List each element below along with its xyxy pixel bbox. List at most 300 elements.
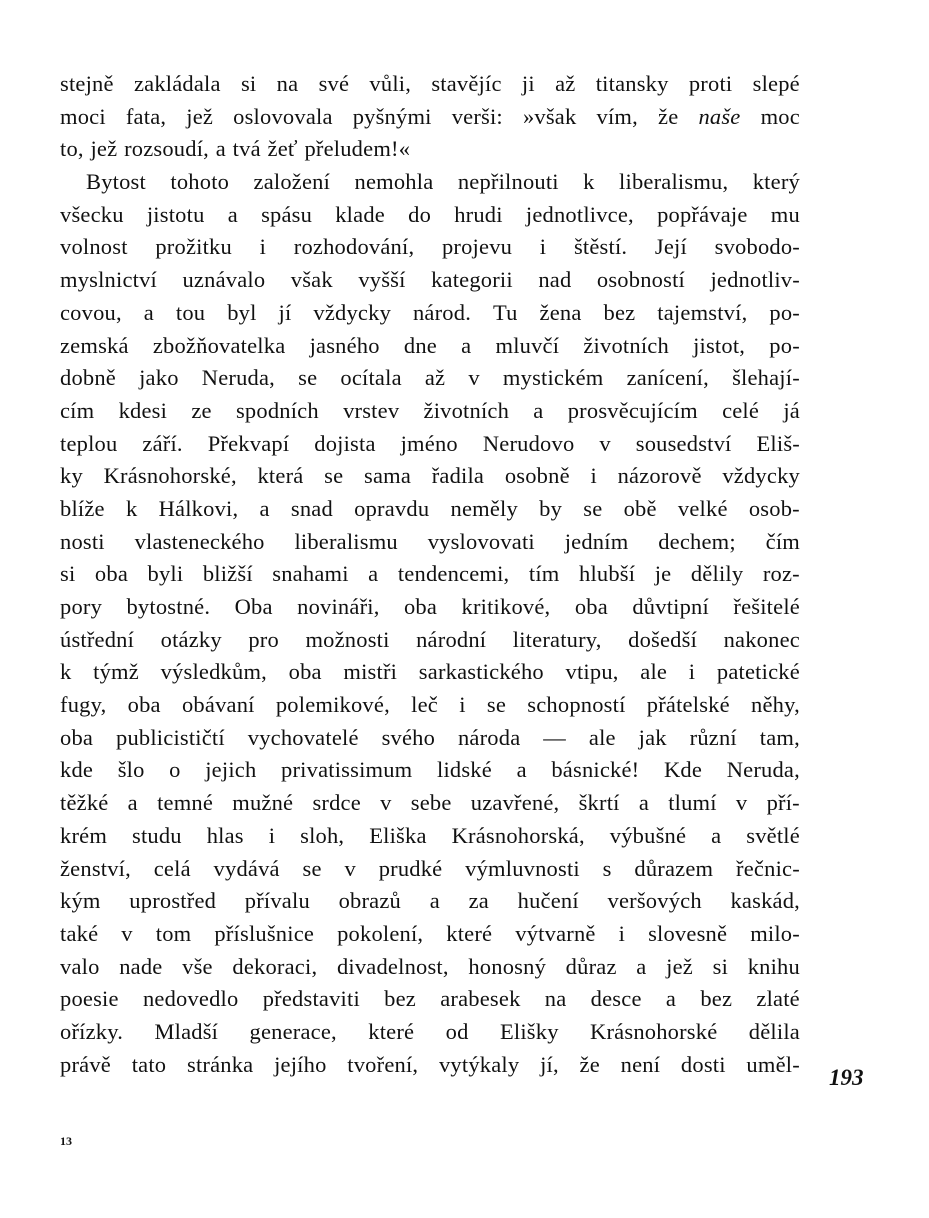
word: Krásnohorské bbox=[590, 1018, 718, 1044]
text-line bbox=[60, 983, 800, 1016]
word: oba bbox=[60, 724, 94, 750]
word: i bbox=[459, 692, 466, 718]
word: tohoto bbox=[170, 169, 230, 195]
text-line bbox=[60, 820, 800, 853]
word: řešitelé bbox=[733, 594, 800, 619]
word: o bbox=[169, 757, 181, 783]
signature-mark: 13 bbox=[60, 1134, 72, 1148]
word: vrstev bbox=[343, 397, 400, 423]
text-line bbox=[60, 166, 800, 199]
word: liberalismu, bbox=[619, 169, 729, 195]
word: došedší bbox=[628, 626, 698, 652]
word: pro bbox=[248, 626, 279, 652]
paragraph bbox=[60, 166, 800, 1081]
word: ji bbox=[521, 71, 535, 96]
text-line bbox=[60, 1016, 800, 1049]
word: uznávalo bbox=[182, 267, 266, 293]
word: volnost bbox=[60, 234, 128, 260]
text-line bbox=[60, 853, 800, 886]
word: si bbox=[60, 561, 76, 587]
word: sarkastického bbox=[418, 659, 544, 685]
word: moci bbox=[60, 103, 106, 129]
word: po- bbox=[769, 332, 800, 358]
word: cím bbox=[60, 397, 95, 423]
word: v bbox=[468, 365, 480, 391]
text-line bbox=[60, 951, 800, 984]
text-line bbox=[60, 754, 800, 787]
word: nedovedlo bbox=[142, 986, 239, 1012]
word: »však bbox=[522, 103, 577, 129]
word: jak bbox=[638, 724, 667, 750]
word: obávaní bbox=[181, 692, 255, 718]
word: a bbox=[127, 790, 138, 816]
word: k bbox=[60, 659, 72, 685]
word: fata, bbox=[125, 103, 167, 129]
word: Kde bbox=[663, 757, 703, 783]
word: kdesi bbox=[118, 397, 168, 423]
body-text bbox=[60, 68, 800, 1081]
word: osobností bbox=[596, 267, 685, 293]
word: moc bbox=[760, 103, 800, 129]
word: týmž bbox=[93, 659, 139, 685]
word: nemohla bbox=[354, 169, 434, 195]
word: jež bbox=[666, 953, 693, 979]
word: s bbox=[602, 855, 612, 881]
word: po- bbox=[769, 299, 800, 325]
word: vždycky bbox=[722, 463, 800, 489]
word: kde bbox=[60, 757, 94, 783]
word: jistotu bbox=[146, 201, 205, 227]
word: jedním bbox=[564, 528, 629, 554]
word: kritikové, bbox=[461, 594, 551, 619]
word: dělila bbox=[748, 1018, 800, 1044]
word: oba bbox=[127, 692, 161, 718]
word: rozhodování, bbox=[293, 234, 415, 260]
word: rozsoudí, bbox=[124, 136, 209, 162]
word: šlehají- bbox=[732, 365, 800, 391]
word: není bbox=[620, 1051, 661, 1077]
word: nad bbox=[538, 267, 572, 293]
word: Eliš- bbox=[756, 430, 800, 456]
word: velké bbox=[677, 495, 728, 521]
word: oba bbox=[403, 594, 438, 619]
word: Mladší bbox=[154, 1018, 219, 1044]
word: však bbox=[290, 267, 333, 293]
word: generace, bbox=[249, 1018, 337, 1044]
word: zbožňovatelka bbox=[152, 332, 286, 358]
word: verši: bbox=[451, 103, 503, 129]
word: v bbox=[344, 855, 356, 881]
word: i bbox=[539, 234, 547, 260]
word: jí bbox=[278, 299, 292, 325]
word: studu bbox=[131, 822, 182, 848]
word: ořízky. bbox=[60, 1018, 124, 1044]
word: od bbox=[445, 1018, 469, 1044]
word: Krásnohorská, bbox=[451, 822, 585, 848]
word: tou bbox=[175, 299, 206, 325]
word: v bbox=[599, 430, 611, 456]
word: leč bbox=[411, 692, 438, 718]
text-line bbox=[60, 722, 800, 755]
word: jež bbox=[186, 103, 214, 129]
paragraph bbox=[60, 68, 800, 166]
word: vůli, bbox=[369, 71, 412, 96]
word: naše bbox=[698, 103, 741, 129]
word: a bbox=[636, 953, 647, 979]
word: a bbox=[461, 332, 472, 358]
word: září. bbox=[142, 430, 183, 456]
word: který bbox=[752, 169, 800, 195]
word: poesie bbox=[60, 986, 119, 1012]
word: jednotlivce, bbox=[525, 201, 634, 227]
word: se bbox=[583, 495, 603, 521]
text-line bbox=[60, 68, 800, 101]
word: básnické! bbox=[551, 757, 640, 783]
word: patetické bbox=[716, 659, 800, 685]
word: tajemství, bbox=[657, 299, 748, 325]
word: důvtipní bbox=[632, 594, 709, 619]
word: vlasteneckého bbox=[134, 528, 265, 554]
word: a bbox=[533, 397, 544, 423]
word: čím bbox=[765, 528, 800, 554]
word: krém bbox=[60, 822, 108, 848]
text-line bbox=[60, 330, 800, 363]
word: mystickém bbox=[502, 365, 604, 391]
word: blíže bbox=[60, 495, 105, 521]
word: neměly bbox=[450, 495, 518, 521]
word: bez bbox=[384, 986, 416, 1012]
word: jistot, bbox=[693, 332, 746, 358]
word: jež bbox=[90, 136, 118, 162]
word: si bbox=[712, 953, 729, 979]
word: Překvapí bbox=[207, 430, 290, 456]
word: celé bbox=[722, 397, 760, 423]
text-line bbox=[60, 231, 800, 264]
word: sebe bbox=[410, 790, 452, 816]
word: prosvěcujícím bbox=[567, 397, 698, 423]
word: mluvčí bbox=[495, 332, 560, 358]
word: Bytost bbox=[86, 169, 146, 195]
word: milo- bbox=[750, 920, 800, 946]
word: stránka bbox=[186, 1051, 254, 1077]
text-line bbox=[60, 493, 800, 526]
word: hlas bbox=[206, 822, 244, 848]
word: zakládala bbox=[133, 71, 221, 96]
word: světlé bbox=[746, 822, 800, 848]
word: výbušné bbox=[609, 822, 687, 848]
text-line bbox=[60, 297, 800, 330]
word: Eliška bbox=[369, 822, 427, 848]
word: škrtí bbox=[578, 790, 620, 816]
word: dojista bbox=[314, 430, 376, 456]
word: veršových bbox=[607, 888, 702, 914]
word: jejich bbox=[205, 757, 257, 783]
text-line bbox=[60, 526, 800, 559]
word: covou, bbox=[60, 299, 122, 325]
word: až bbox=[424, 365, 446, 391]
word: názorově bbox=[617, 463, 702, 489]
word: tom bbox=[155, 920, 192, 946]
word: jejího bbox=[274, 1051, 327, 1077]
word: to, bbox=[60, 136, 84, 162]
word: novináři, bbox=[297, 594, 380, 619]
word: různí bbox=[689, 724, 737, 750]
word: žeť bbox=[267, 136, 298, 162]
word: i bbox=[618, 920, 626, 946]
word: výsledkům, bbox=[160, 659, 267, 685]
word: bez bbox=[603, 299, 636, 325]
text-line bbox=[60, 1049, 800, 1082]
word: tím bbox=[528, 561, 560, 587]
text-line bbox=[60, 362, 800, 395]
word: že bbox=[658, 103, 679, 129]
word: ale bbox=[588, 724, 616, 750]
word: klade bbox=[335, 201, 385, 227]
word: stavějíc bbox=[431, 71, 502, 96]
word: Oba bbox=[234, 594, 273, 619]
word: sloh, bbox=[300, 822, 345, 848]
word: sama bbox=[363, 463, 412, 489]
word: kaskád, bbox=[730, 888, 800, 914]
word: založení bbox=[253, 169, 331, 195]
text-line bbox=[60, 885, 800, 918]
word: obrazů bbox=[338, 888, 402, 914]
text-line bbox=[60, 101, 800, 134]
word: honosný bbox=[468, 953, 547, 979]
word: právě bbox=[60, 1051, 111, 1077]
word: že bbox=[579, 1051, 600, 1077]
word: oba bbox=[94, 561, 129, 587]
word: bližší bbox=[202, 561, 253, 587]
word: uměl- bbox=[746, 1051, 800, 1077]
text-line bbox=[60, 199, 800, 232]
word: obě bbox=[623, 495, 657, 521]
word: stejně bbox=[60, 71, 114, 96]
word: proti bbox=[688, 71, 733, 96]
text-line bbox=[60, 787, 800, 820]
text-line bbox=[60, 689, 800, 722]
page-number: 193 bbox=[829, 1065, 864, 1090]
word: dosti bbox=[680, 1051, 726, 1077]
word: důrazem bbox=[634, 855, 714, 881]
word: všecku bbox=[60, 201, 124, 227]
word: a bbox=[227, 201, 238, 227]
word: hrudi bbox=[454, 201, 503, 227]
text-line bbox=[60, 133, 800, 166]
word: národní bbox=[416, 626, 487, 652]
word: také bbox=[60, 920, 99, 946]
word: příslušnice bbox=[214, 920, 315, 946]
text-line bbox=[60, 460, 800, 493]
word: k bbox=[125, 495, 138, 521]
word: slepé bbox=[752, 71, 800, 96]
word: hlubší bbox=[579, 561, 636, 587]
word: spásu bbox=[261, 201, 313, 227]
word: a bbox=[215, 136, 226, 162]
word: výtvarně bbox=[515, 920, 596, 946]
word: prudké bbox=[378, 855, 443, 881]
word: myslnictví bbox=[60, 267, 157, 293]
word: do bbox=[408, 201, 432, 227]
word: řadila bbox=[431, 463, 485, 489]
word: která bbox=[257, 463, 304, 489]
word: kým bbox=[60, 888, 101, 914]
word: se bbox=[486, 692, 507, 718]
word: popřávaje bbox=[657, 201, 748, 227]
word: svého bbox=[381, 724, 436, 750]
word: a bbox=[259, 495, 270, 521]
word: zanícení, bbox=[626, 365, 709, 391]
word: dechem; bbox=[658, 528, 736, 554]
word: a bbox=[638, 790, 649, 816]
word: valo bbox=[60, 953, 100, 979]
word: prožitku bbox=[155, 234, 232, 260]
word: sousedství bbox=[635, 430, 732, 456]
word: je bbox=[654, 561, 672, 587]
word: a bbox=[143, 299, 154, 325]
word: mužné bbox=[232, 790, 294, 816]
word: kategorii bbox=[431, 267, 513, 293]
word: vždycky bbox=[313, 299, 392, 325]
word: na bbox=[276, 71, 299, 96]
word: vše bbox=[182, 953, 213, 979]
word: něhy, bbox=[751, 692, 800, 718]
word: Elišky bbox=[499, 1018, 559, 1044]
word: až bbox=[555, 71, 576, 96]
word: možnosti bbox=[305, 626, 390, 652]
word: svobodo- bbox=[714, 234, 800, 260]
word: ale bbox=[640, 659, 668, 685]
word: knihu bbox=[747, 953, 800, 979]
word: přeludem!« bbox=[304, 136, 411, 162]
word: desce bbox=[590, 986, 642, 1012]
text-line bbox=[60, 264, 800, 297]
word: a bbox=[711, 822, 722, 848]
word: a bbox=[429, 888, 440, 914]
word: těžké bbox=[60, 790, 109, 816]
word: tam, bbox=[759, 724, 800, 750]
word: Krásnohorské, bbox=[103, 463, 237, 489]
word: opravdu bbox=[354, 495, 430, 521]
word: privatissimum bbox=[281, 757, 413, 783]
word: jako bbox=[139, 365, 179, 391]
word: nade bbox=[119, 953, 163, 979]
word: šlo bbox=[117, 757, 145, 783]
word: já bbox=[783, 397, 800, 423]
word: a bbox=[665, 986, 677, 1012]
word: teplou bbox=[60, 430, 118, 456]
word: i bbox=[590, 463, 597, 489]
word: vyšší bbox=[358, 267, 406, 293]
word: oba bbox=[574, 594, 608, 619]
word: vytýkaly bbox=[438, 1051, 520, 1077]
text-line bbox=[60, 591, 800, 624]
word: liberalismu bbox=[294, 528, 398, 554]
word: spodních bbox=[235, 397, 319, 423]
word: uprostřed bbox=[129, 888, 217, 914]
word: projevu bbox=[441, 234, 513, 260]
word: otázky bbox=[160, 626, 222, 652]
word: Nerudovo bbox=[482, 430, 575, 456]
word: své bbox=[318, 71, 350, 96]
word: ústřední bbox=[60, 626, 135, 652]
word: ocítala bbox=[340, 365, 402, 391]
word: tvoření, bbox=[347, 1051, 419, 1077]
word: Hálkovi, bbox=[158, 495, 239, 521]
word: fugy, bbox=[60, 692, 107, 718]
text-line bbox=[60, 558, 800, 591]
word: ze bbox=[191, 397, 212, 423]
word: jméno bbox=[400, 430, 458, 456]
word: schopností bbox=[527, 692, 626, 718]
word: a bbox=[516, 757, 527, 783]
word: slovesně bbox=[648, 920, 728, 946]
word: životních bbox=[583, 332, 669, 358]
word: a bbox=[368, 561, 379, 587]
word: lidské bbox=[437, 757, 492, 783]
word: roz- bbox=[762, 561, 800, 587]
word: k bbox=[583, 169, 595, 195]
word: zlaté bbox=[756, 986, 800, 1012]
word: výmluvnosti bbox=[465, 855, 580, 881]
word: se bbox=[298, 365, 318, 391]
word: arabesek bbox=[440, 986, 521, 1012]
word: dne bbox=[403, 332, 437, 358]
word: dobně bbox=[60, 365, 116, 391]
word: i bbox=[688, 659, 696, 685]
word: divadelnost, bbox=[336, 953, 449, 979]
word: temné bbox=[157, 790, 214, 816]
word: Tu bbox=[492, 299, 518, 325]
word: byl bbox=[227, 299, 257, 325]
word: přívalu bbox=[244, 888, 310, 914]
word: Její bbox=[654, 234, 687, 260]
word: bytostné. bbox=[126, 594, 211, 619]
word: jednotliv- bbox=[710, 267, 800, 293]
text-line bbox=[60, 428, 800, 461]
word: vyslovovati bbox=[427, 528, 535, 554]
word: osob- bbox=[748, 495, 800, 521]
word: ky bbox=[60, 463, 83, 489]
word: Neruda, bbox=[726, 757, 800, 783]
word: srdce bbox=[312, 790, 361, 816]
word: vtipu, bbox=[565, 659, 619, 685]
word: vychovatelé bbox=[247, 724, 359, 750]
word: v bbox=[380, 790, 392, 816]
word: byli bbox=[147, 561, 184, 587]
text-line bbox=[60, 395, 800, 428]
word: národ. bbox=[412, 299, 472, 325]
word: jí, bbox=[540, 1051, 559, 1077]
word: pří- bbox=[766, 790, 800, 816]
word: pokolení, bbox=[337, 920, 424, 946]
word: i bbox=[268, 822, 276, 848]
word: v bbox=[735, 790, 748, 816]
text-line bbox=[60, 624, 800, 657]
word: které bbox=[446, 920, 493, 946]
word: uzavřené, bbox=[470, 790, 560, 816]
word: celá bbox=[153, 855, 191, 881]
word: vím, bbox=[596, 103, 638, 129]
word: pyšnými bbox=[352, 103, 432, 129]
word: ženství, bbox=[60, 855, 131, 881]
word: tato bbox=[131, 1051, 167, 1077]
word: oslovovala bbox=[233, 103, 333, 129]
word: Neruda, bbox=[201, 365, 276, 391]
word: národa bbox=[457, 724, 521, 750]
word: štěstí. bbox=[573, 234, 628, 260]
word: publicističtí bbox=[116, 724, 225, 750]
